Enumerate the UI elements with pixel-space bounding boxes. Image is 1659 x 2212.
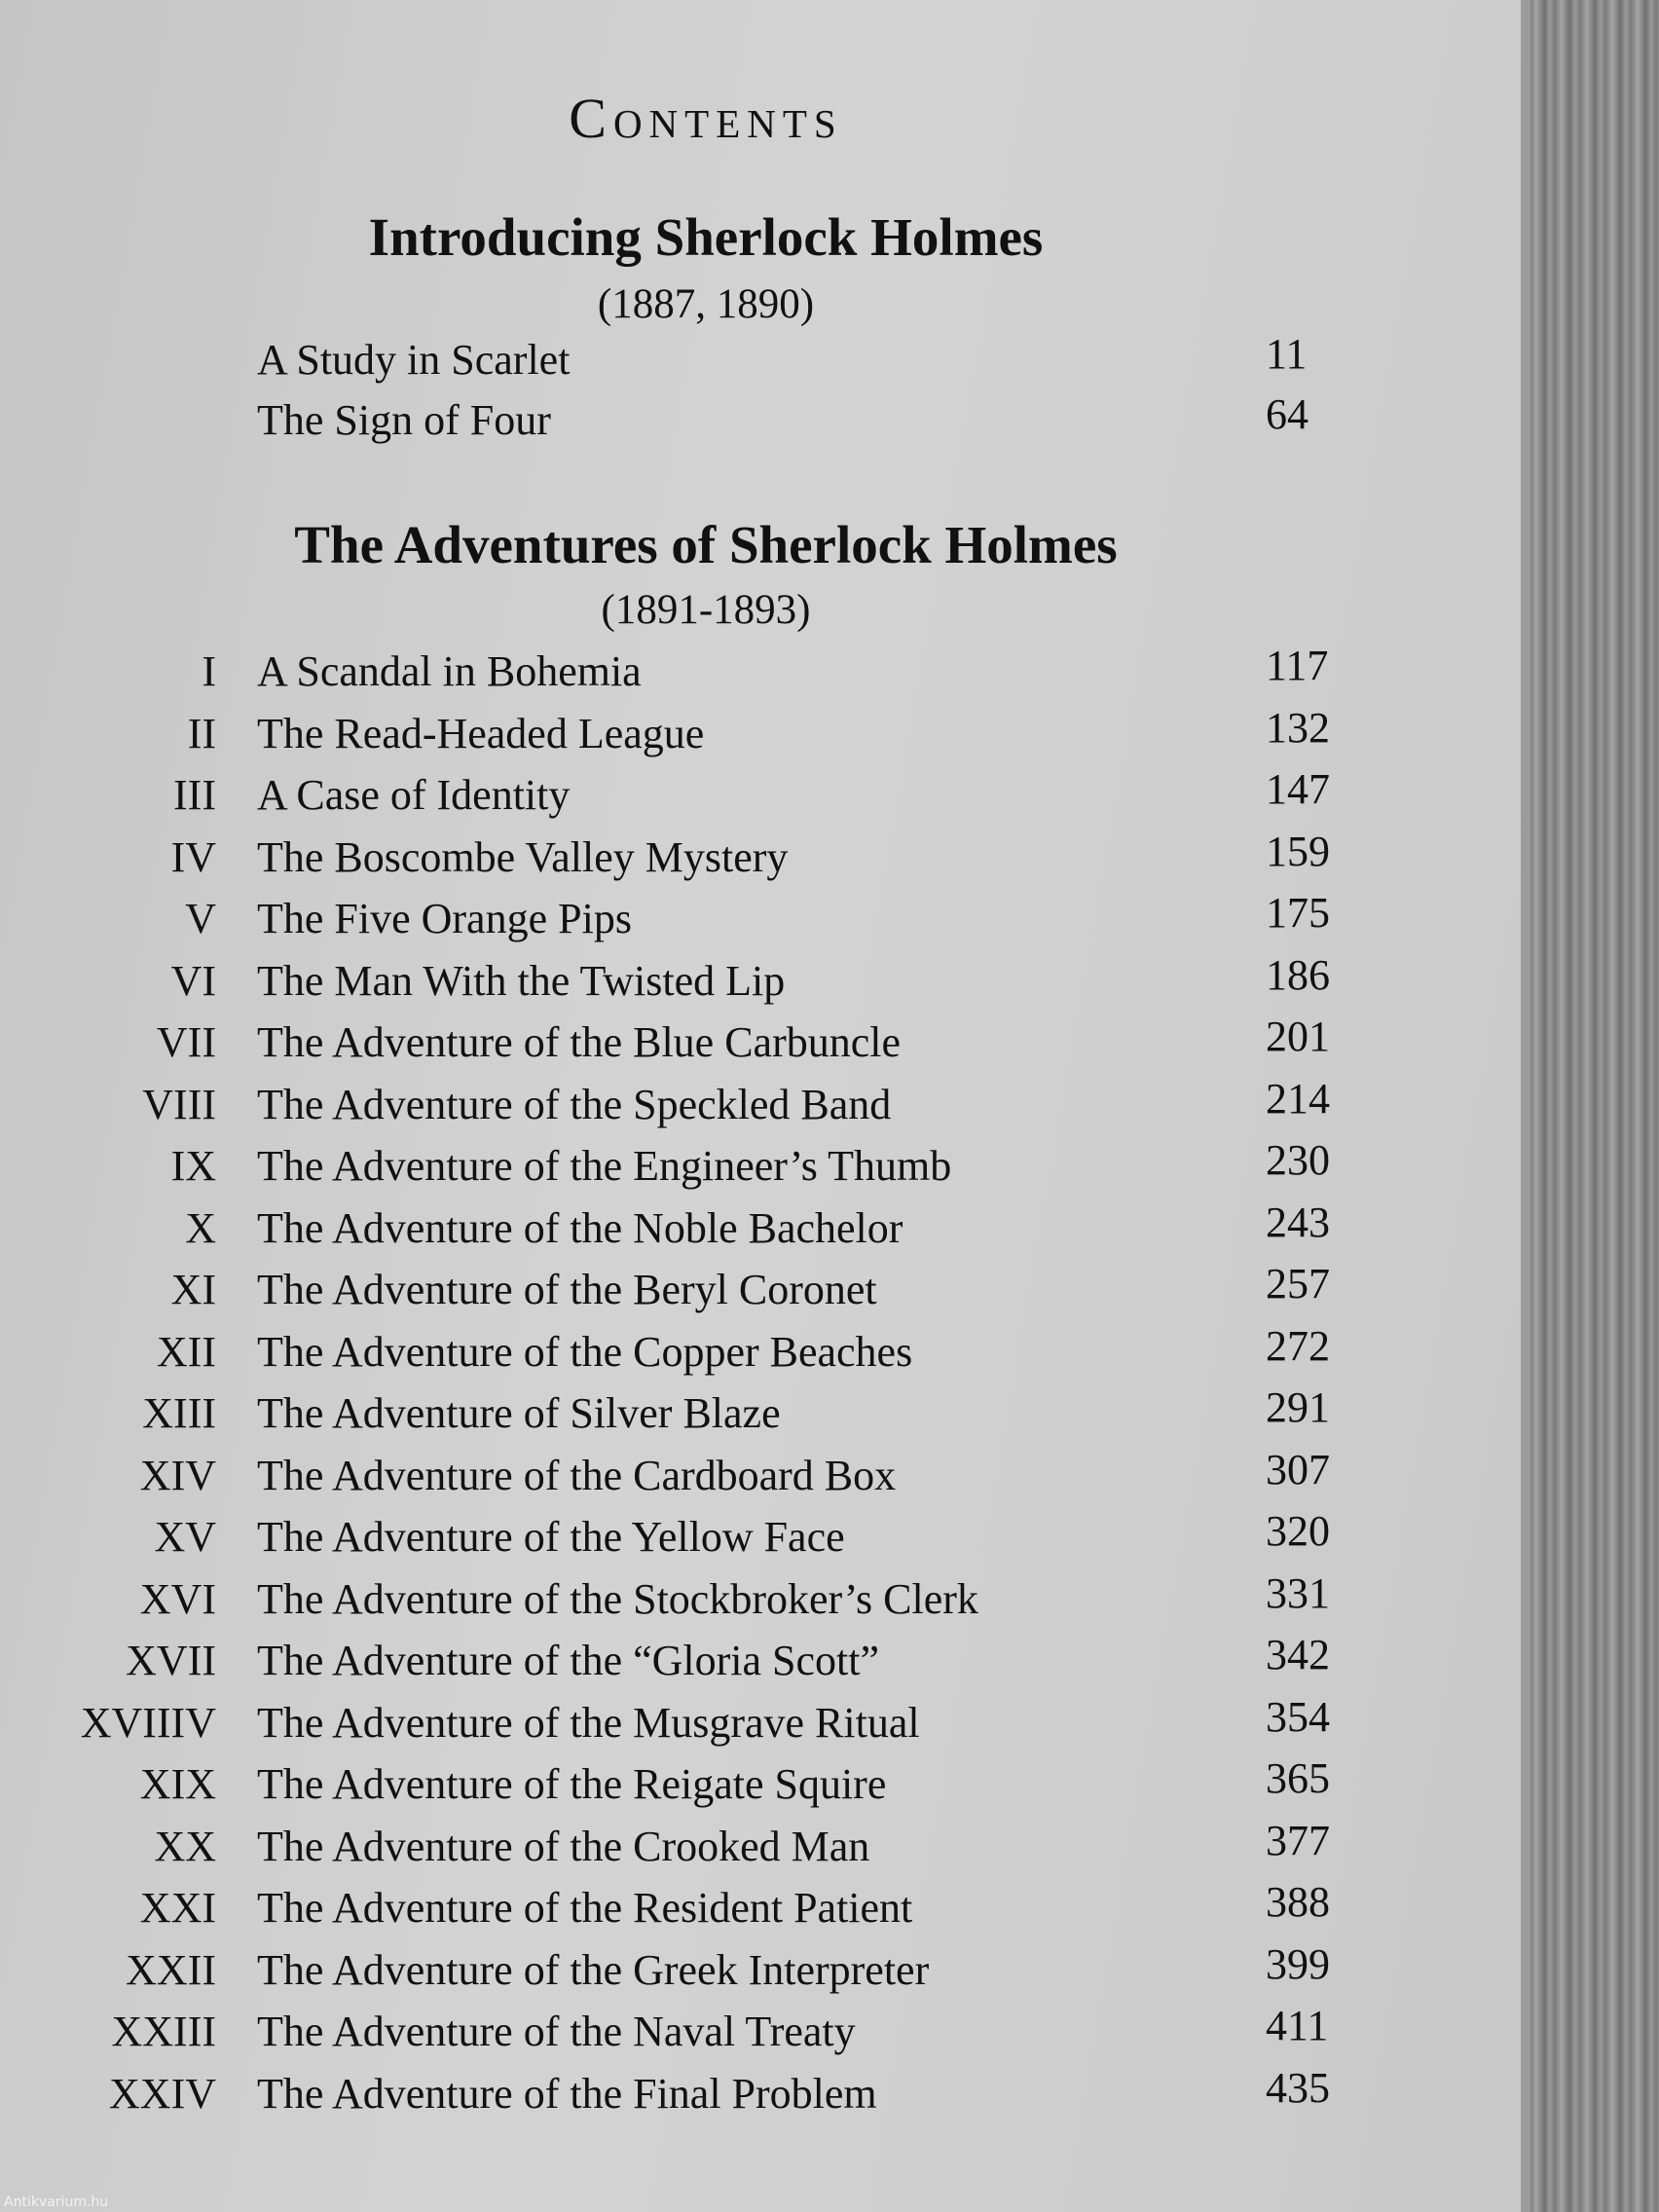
story-title: The Adventure of the Musgrave Ritual bbox=[257, 1698, 920, 1747]
page-number: 132 bbox=[1266, 703, 1330, 752]
chapter-number: XI bbox=[170, 1266, 216, 1313]
chapter-number: XXI bbox=[139, 1884, 216, 1932]
toc-entry bbox=[0, 1014, 1382, 1072]
page-number: 257 bbox=[1266, 1260, 1330, 1308]
story-title: A Case of Identity bbox=[257, 771, 571, 819]
page-number: 230 bbox=[1266, 1136, 1330, 1184]
page-number: 320 bbox=[1266, 1507, 1330, 1555]
chapter-number: XIX bbox=[139, 1760, 216, 1808]
story-title: The Adventure of the Greek Interpreter bbox=[257, 1945, 930, 1994]
page-number: 201 bbox=[1266, 1013, 1330, 1060]
story-title: The Adventure of the Copper Beaches bbox=[257, 1327, 913, 1376]
story-title: The Adventure of the Beryl Coronet bbox=[257, 1266, 877, 1313]
page-number: 342 bbox=[1266, 1631, 1330, 1678]
chapter-number: V bbox=[185, 895, 216, 942]
story-title: The Adventure of the Speckled Band bbox=[257, 1080, 892, 1128]
toc-entry bbox=[0, 1137, 1382, 1196]
story-title: The Sign of Four bbox=[257, 396, 551, 444]
section-title: Introducing Sherlock Holmes bbox=[368, 207, 1044, 267]
story-title: The Boscombe Valley Mystery bbox=[257, 832, 789, 881]
page-number: 272 bbox=[1266, 1321, 1330, 1370]
chapter-number: I bbox=[202, 647, 216, 695]
toc-entry bbox=[0, 2065, 1382, 2123]
chapter-number: IV bbox=[170, 832, 216, 881]
chapter-number: X bbox=[185, 1203, 216, 1252]
toc-entry bbox=[0, 1570, 1382, 1629]
toc-entry bbox=[0, 952, 1382, 1011]
story-title: The Adventure of the Crooked Man bbox=[257, 1822, 870, 1870]
toc-entry bbox=[0, 1323, 1382, 1382]
chapter-number: IX bbox=[170, 1142, 216, 1190]
chapter-number: II bbox=[187, 709, 216, 757]
section-years: (1891-1893) bbox=[601, 587, 811, 633]
chapter-number: XVIIIV bbox=[80, 1698, 216, 1747]
chapter-number: XXII bbox=[126, 1945, 216, 1994]
toc-entry bbox=[0, 766, 1382, 825]
chapter-number: VII bbox=[156, 1018, 216, 1066]
toc-entry bbox=[0, 1632, 1382, 1690]
page-number: 159 bbox=[1266, 827, 1330, 875]
story-title: The Adventure of Silver Blaze bbox=[257, 1389, 781, 1437]
page-number: 214 bbox=[1266, 1074, 1330, 1123]
chapter-number: XVII bbox=[126, 1637, 216, 1684]
toc-entry bbox=[0, 890, 1382, 948]
chapter-number: XX bbox=[154, 1822, 216, 1870]
chapter-number: III bbox=[173, 771, 216, 819]
story-title: The Five Orange Pips bbox=[257, 895, 632, 942]
story-title: The Adventure of the Engineer’s Thumb bbox=[257, 1142, 952, 1190]
story-title: A Study in Scarlet bbox=[257, 336, 571, 384]
page-number: 435 bbox=[1266, 2063, 1330, 2112]
page-number: 186 bbox=[1266, 950, 1330, 999]
story-title: The Adventure of the Blue Carbuncle bbox=[257, 1018, 902, 1066]
story-title: The Man With the Twisted Lip bbox=[257, 956, 786, 1005]
story-title: The Adventure of the Stockbroker’s Clerk bbox=[257, 1574, 978, 1623]
story-title: The Adventure of the Resident Patient bbox=[257, 1884, 913, 1932]
story-title: The Adventure of the Final Problem bbox=[257, 2069, 877, 2118]
chapter-number: XXIV bbox=[109, 2069, 216, 2118]
page-edge bbox=[1521, 0, 1530, 2212]
chapter-number: VIII bbox=[142, 1080, 216, 1128]
chapter-number: XV bbox=[154, 1513, 216, 1561]
page-number: 117 bbox=[1266, 642, 1329, 689]
toc-entry bbox=[0, 1508, 1382, 1567]
page-number: 388 bbox=[1266, 1878, 1330, 1926]
chapter-number: XII bbox=[156, 1327, 216, 1376]
chapter-number: XXIII bbox=[111, 2008, 216, 2055]
story-title: The Adventure of the Naval Treaty bbox=[257, 2008, 856, 2055]
toc-entry bbox=[0, 1755, 1382, 1814]
toc-entry bbox=[0, 829, 1382, 887]
page-number: 147 bbox=[1266, 765, 1330, 813]
page-number: 377 bbox=[1266, 1816, 1330, 1864]
page-number: 291 bbox=[1266, 1383, 1330, 1431]
toc-entry bbox=[0, 705, 1382, 763]
watermark: Antikvarium.hu bbox=[4, 2194, 109, 2210]
page-number: 175 bbox=[1266, 889, 1330, 937]
page-number: 11 bbox=[1266, 330, 1308, 378]
story-title: The Adventure of the Yellow Face bbox=[257, 1513, 845, 1561]
story-title: The Read-Headed League bbox=[257, 709, 705, 757]
page-number: 354 bbox=[1266, 1692, 1330, 1741]
toc-entry bbox=[0, 1447, 1382, 1505]
story-title: A Scandal in Bohemia bbox=[257, 647, 642, 695]
toc-entry bbox=[0, 1384, 1382, 1443]
chapter-number: XIII bbox=[142, 1389, 216, 1437]
section-title: The Adventures of Sherlock Holmes bbox=[294, 515, 1118, 574]
story-title: The Adventure of the Reigate Squire bbox=[257, 1760, 887, 1808]
page-number: 399 bbox=[1266, 1939, 1330, 1988]
page-number: 64 bbox=[1266, 390, 1309, 438]
page-number: 331 bbox=[1266, 1568, 1330, 1617]
chapter-number: VI bbox=[170, 956, 216, 1005]
toc-entry bbox=[0, 1076, 1382, 1134]
toc-entry bbox=[0, 1199, 1382, 1258]
toc-entry bbox=[0, 391, 1382, 450]
story-title: The Adventure of the Noble Bachelor bbox=[257, 1203, 903, 1252]
page-number: 365 bbox=[1266, 1754, 1330, 1802]
wooden-background bbox=[1519, 0, 1659, 2212]
toc-entry bbox=[0, 1818, 1382, 1876]
toc-entry bbox=[0, 1261, 1382, 1319]
page-number: 411 bbox=[1266, 2002, 1329, 2049]
toc-entry bbox=[0, 1694, 1382, 1752]
section-years: (1887, 1890) bbox=[597, 281, 815, 327]
chapter-number: XVI bbox=[139, 1574, 216, 1623]
chapter-number: XIV bbox=[139, 1451, 216, 1499]
page-number: 243 bbox=[1266, 1198, 1330, 1246]
toc-entry bbox=[0, 1879, 1382, 1937]
story-title: The Adventure of the “Gloria Scott” bbox=[257, 1637, 880, 1684]
toc-entry bbox=[0, 643, 1382, 701]
page-number: 307 bbox=[1266, 1445, 1330, 1493]
contents-heading: Contents bbox=[569, 87, 843, 150]
toc-entry bbox=[0, 1941, 1382, 2000]
toc-entry bbox=[0, 331, 1382, 389]
toc-entry bbox=[0, 2003, 1382, 2061]
story-title: The Adventure of the Cardboard Box bbox=[257, 1451, 897, 1499]
